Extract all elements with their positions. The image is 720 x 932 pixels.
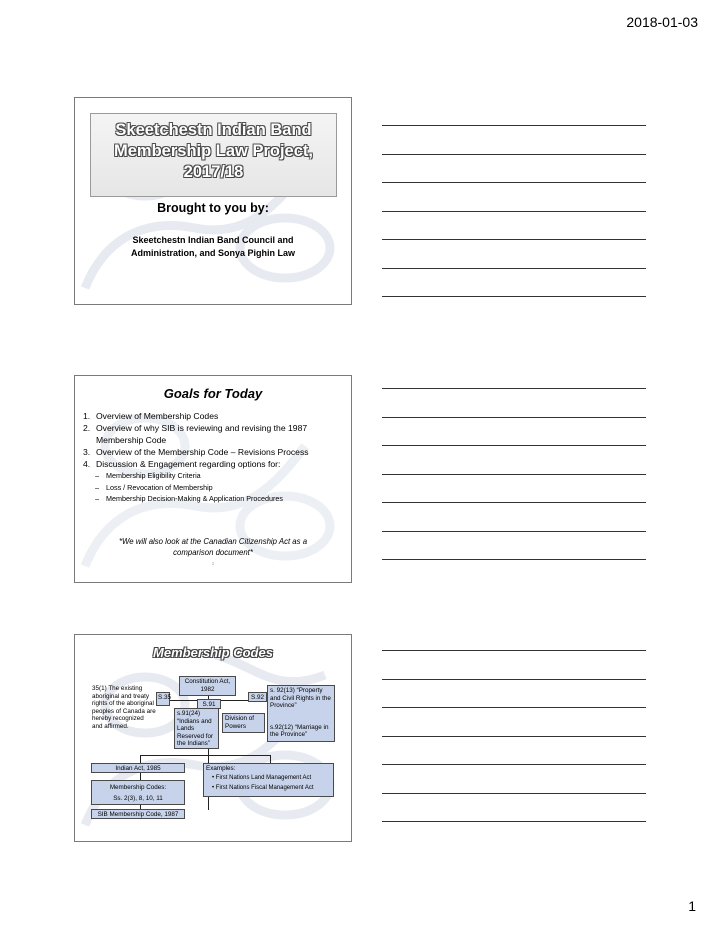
s35-text: 35(1) The existing aboriginal and treaty rights of the aboriginal peoples of Canada are hereby recognized and affirmed. <box>92 685 156 730</box>
examples-box <box>203 763 334 797</box>
page-number: 1 <box>688 898 696 914</box>
list-item: 2. Overview of why SIB is reviewing and revising the 1987 Membership Code <box>83 423 308 445</box>
header-date: 2018-01-03 <box>626 14 698 30</box>
s91-tag: S.91 <box>197 699 221 709</box>
slide-subtitle: Brought to you by: <box>157 201 269 215</box>
slide-title: Goals for Today <box>163 386 263 401</box>
goals-list <box>83 410 345 505</box>
list-item: 4. Discussion & Engagement regarding options for: <box>83 459 281 469</box>
s92-13-text: s. 92(13) “Property and Civil Rights in the Province” <box>270 687 331 710</box>
constitution-act-box: Constitution Act, 1982 <box>179 676 236 696</box>
membership-codes-box: Membership Codes: Ss. 2(3), 8, 10, 11 <box>91 780 185 805</box>
s91-24-box: s.91(24) “Indians and Lands Reserved for the Indians” <box>174 708 219 749</box>
s92-tag: S.92 <box>248 692 267 702</box>
s92-box <box>267 685 335 742</box>
s35-tag: S.35 <box>156 692 170 706</box>
slide-title: Membership Codes <box>153 645 273 660</box>
slide-page-number: 2 <box>211 561 215 566</box>
slide-title: Skeetchestn Indian Band Membership Law Project, 2017/18 <box>114 121 313 181</box>
credit-line-2: Administration, and Sonya Pighin Law <box>130 248 295 258</box>
list-item: 3. Overview of the Membership Code – Revisions Process <box>83 447 309 457</box>
indian-act-box: Indian Act, 1985 <box>91 763 185 773</box>
comparison-note: *We will also look at the Canadian Citizenship Act as a comparison document* <box>118 537 308 557</box>
credit-text <box>95 234 331 260</box>
slide-3 <box>74 634 352 842</box>
example-item: • First Nations Land Management Act <box>212 774 312 781</box>
s92-12-text: s.92(12) “Marriage in the Province” <box>270 723 329 739</box>
slide-2 <box>74 375 352 583</box>
list-item: 1. Overview of Membership Codes <box>83 411 219 421</box>
sub-list-item: – Membership Decision-Making & Application Procedures <box>95 494 283 503</box>
example-item: • First Nations Fiscal Management Act <box>212 784 314 791</box>
sub-list-item: – Membership Eligibility Criteria <box>95 471 201 480</box>
title-box <box>90 113 337 197</box>
sib-membership-code-box: SIB Membership Code, 1987 <box>91 809 185 819</box>
division-of-powers-box: Division of Powers <box>222 713 265 733</box>
examples-label: Examples: <box>206 765 236 772</box>
credit-line-1: Skeetchestn Indian Band Council and <box>132 235 294 245</box>
slide-1 <box>74 97 352 305</box>
sub-list-item: – Loss / Revocation of Membership <box>95 482 213 492</box>
